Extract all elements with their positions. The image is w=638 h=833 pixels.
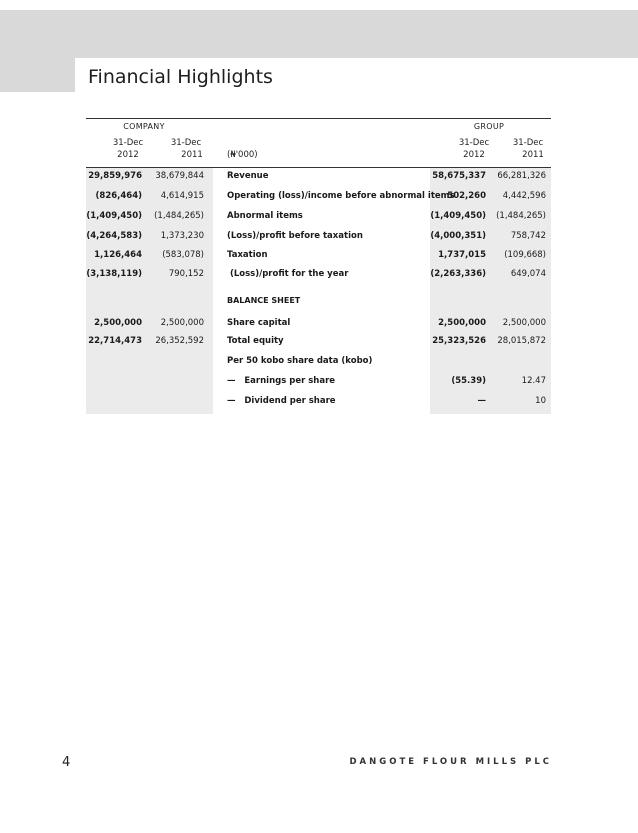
table-top-rule bbox=[86, 118, 551, 119]
section-heading-share-data: Per 50 kobo share data (kobo) bbox=[227, 356, 373, 366]
col-header-company-2011: 31-Dec 2011 bbox=[170, 138, 203, 160]
company-name-footer: DANGOTE FLOUR MILLS PLC bbox=[349, 757, 552, 767]
col-header-company-2012: 31-Dec 2012 bbox=[112, 138, 144, 160]
company-group-label: COMPANY bbox=[123, 122, 165, 131]
col-header-group-2012: 31-Dec 2012 bbox=[458, 138, 490, 160]
table-row: 2,500,000 2,500,000 Share capital 2,500,000 2,500,000 bbox=[94, 318, 546, 328]
table-row: (4,264,583) 1,373,230 (Loss)/profit before taxation (4,000,351) 758,742 bbox=[86, 231, 546, 241]
col-header-group-2011: 31-Dec 2011 bbox=[512, 138, 544, 160]
title-bar bbox=[75, 58, 638, 98]
table-row: (3,138,119) 790,152 (Loss)/profit for the year (2,263,336) 649,074 bbox=[86, 269, 546, 279]
currency-label: (₦'000) bbox=[227, 150, 258, 160]
page-title: Financial Highlights bbox=[88, 66, 273, 88]
table-row: (1,409,450) (1,484,265) Abnormal items (1,409,450) (1,484,265) bbox=[86, 211, 546, 221]
page-number: 4 bbox=[62, 755, 71, 770]
table-row: 22,714,473 26,352,592 Total equity 25,323,526 28,015,872 bbox=[88, 336, 546, 346]
section-heading-balance-sheet: BALANCE SHEET bbox=[227, 296, 301, 305]
table-row: 1,126,464 (583,078) Taxation 1,737,015 (109,668) bbox=[94, 250, 546, 260]
table-row: — Dividend per share — 10 bbox=[227, 396, 546, 406]
table-row: 29,859,976 38,679,844 Revenue 58,675,337 66,281,326 bbox=[88, 171, 546, 181]
group-group-label: GROUP bbox=[473, 122, 505, 131]
table-row: — Earnings per share (55.39) 12.47 bbox=[227, 376, 546, 386]
table-row: (826,464) 4,614,915 Operating (loss)/income before abnormal items 502,260 4,442,596 bbox=[95, 191, 546, 201]
